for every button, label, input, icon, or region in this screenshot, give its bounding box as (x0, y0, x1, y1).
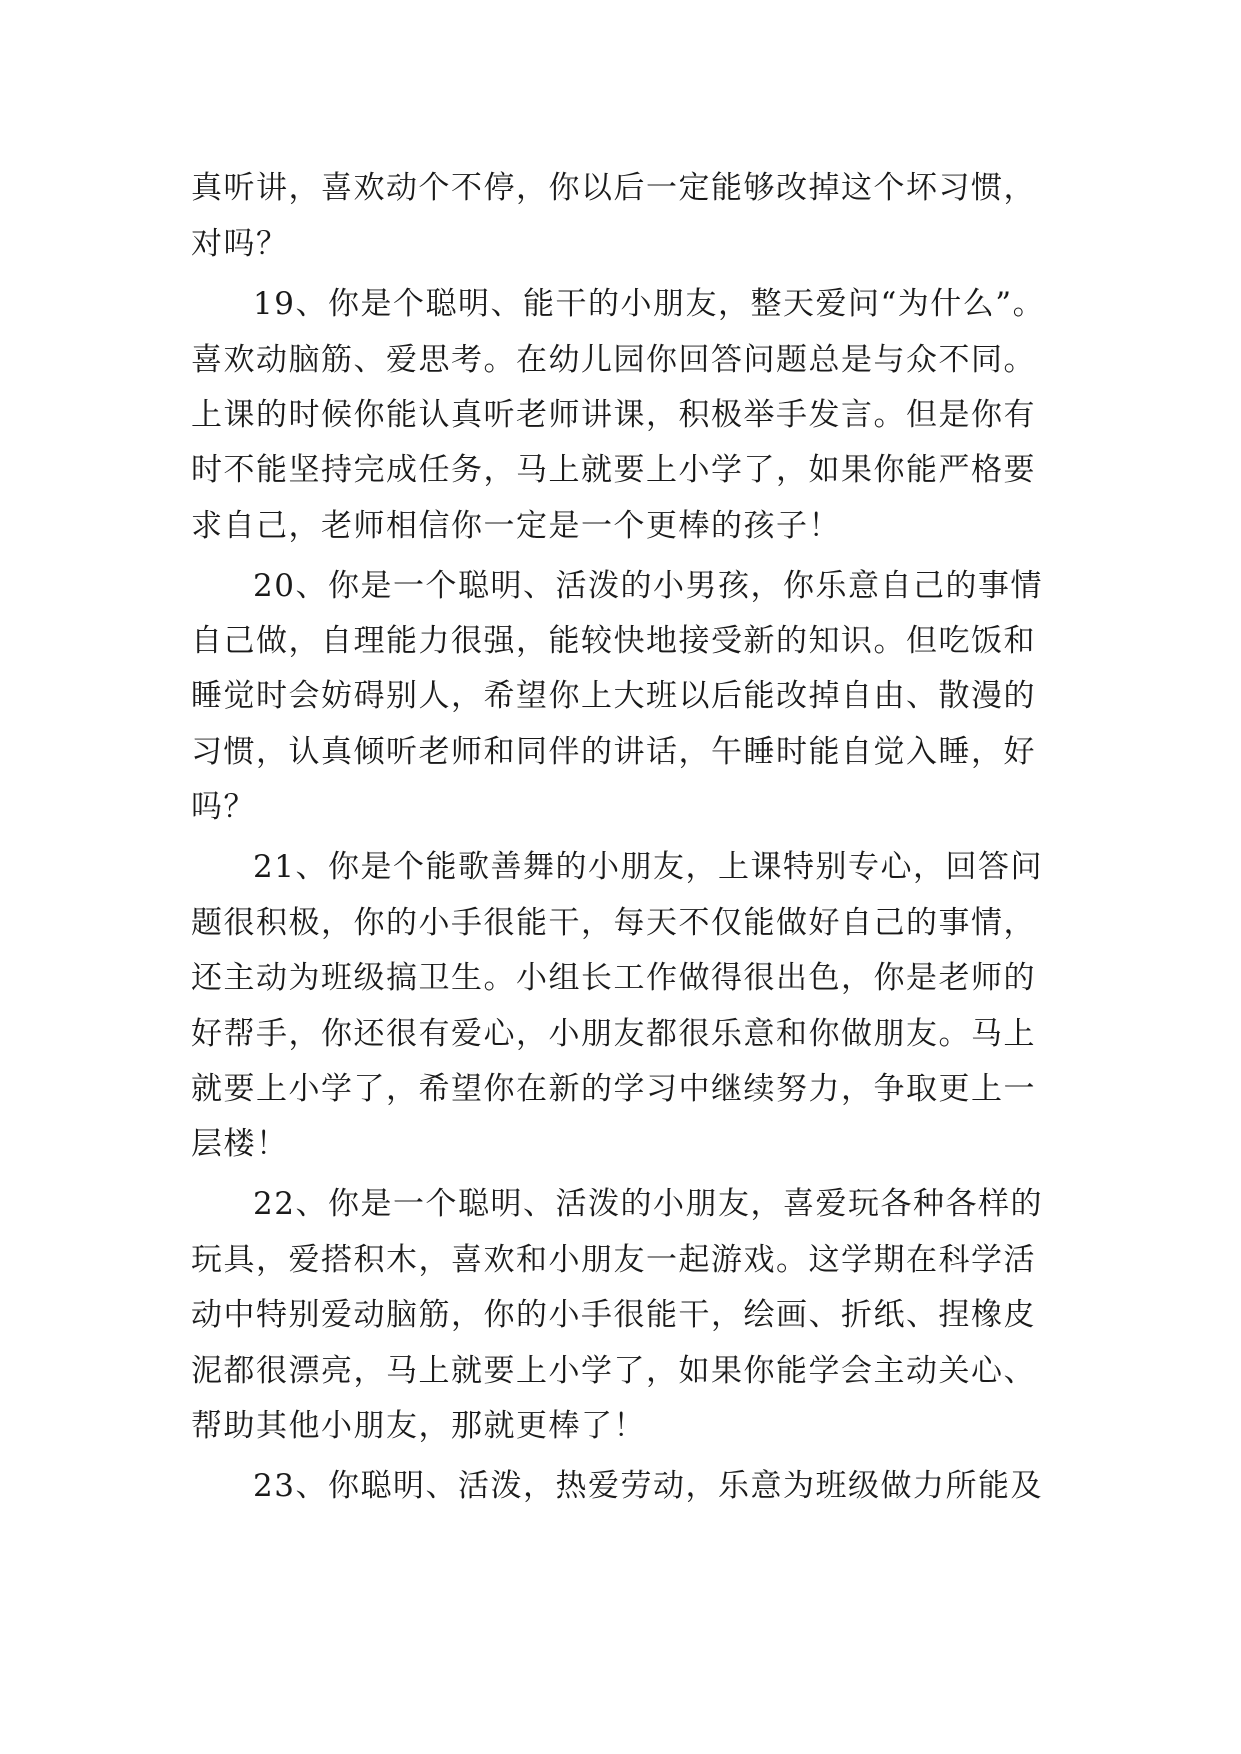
text-line: 求自己，老师相信你一定是一个更棒的孩子！ (191, 508, 841, 544)
text-line: 上课的时候你能认真听老师讲课，积极举手发言。但是你有 (191, 397, 1036, 433)
text-line: 吗？ (191, 789, 256, 825)
text-line: 真听讲，喜欢动个不停，你以后一定能够改掉这个坏习惯， (191, 170, 1036, 206)
text-line: 题很积极，你的小手很能干，每天不仅能做好自己的事情， (191, 905, 1036, 941)
text-line: 动中特别爱动脑筋，你的小手很能干，绘画、折纸、捏橡皮 (191, 1297, 1036, 1333)
text-line: 时不能坚持完成任务，马上就要上小学了，如果你能严格要 (191, 452, 1036, 488)
text-line: 帮助其他小朋友，那就更棒了！ (191, 1408, 646, 1444)
text-line: 对吗？ (191, 226, 289, 262)
paragraph-22-first-line: 22、你是一个聪明、活泼的小朋友，喜爱玩各种各样的 (253, 1186, 1043, 1222)
text-line: 就要上小学了，希望你在新的学习中继续努力，争取更上一 (191, 1071, 1036, 1107)
text-line: 喜欢动脑筋、爱思考。在幼儿园你回答问题总是与众不同。 (191, 342, 1036, 378)
text-line: 泥都很漂亮，马上就要上小学了，如果你能学会主动关心、 (191, 1353, 1036, 1389)
paragraph-20-first-line: 20、你是一个聪明、活泼的小男孩，你乐意自己的事情 (253, 568, 1043, 604)
text-line: 好帮手，你还很有爱心，小朋友都很乐意和你做朋友。马上 (191, 1016, 1036, 1052)
text-line: 自己做，自理能力很强，能较快地接受新的知识。但吃饭和 (191, 623, 1036, 659)
paragraph-23-first-line: 23、你聪明、活泼，热爱劳动，乐意为班级做力所能及 (253, 1468, 1043, 1504)
paragraph-21-first-line: 21、你是个能歌善舞的小朋友，上课特别专心，回答问 (253, 849, 1043, 885)
text-line: 层楼！ (191, 1126, 289, 1162)
text-line: 睡觉时会妨碍别人，希望你上大班以后能改掉自由、散漫的 (191, 678, 1036, 714)
text-line: 玩具，爱搭积木，喜欢和小朋友一起游戏。这学期在科学活 (191, 1242, 1036, 1278)
paragraph-19-first-line: 19、你是个聪明、能干的小朋友，整天爱问“为什么”。 (253, 286, 1046, 322)
text-line: 习惯，认真倾听老师和同伴的讲话，午睡时能自觉入睡，好 (191, 734, 1036, 770)
text-line: 还主动为班级搞卫生。小组长工作做得很出色，你是老师的 (191, 960, 1036, 996)
